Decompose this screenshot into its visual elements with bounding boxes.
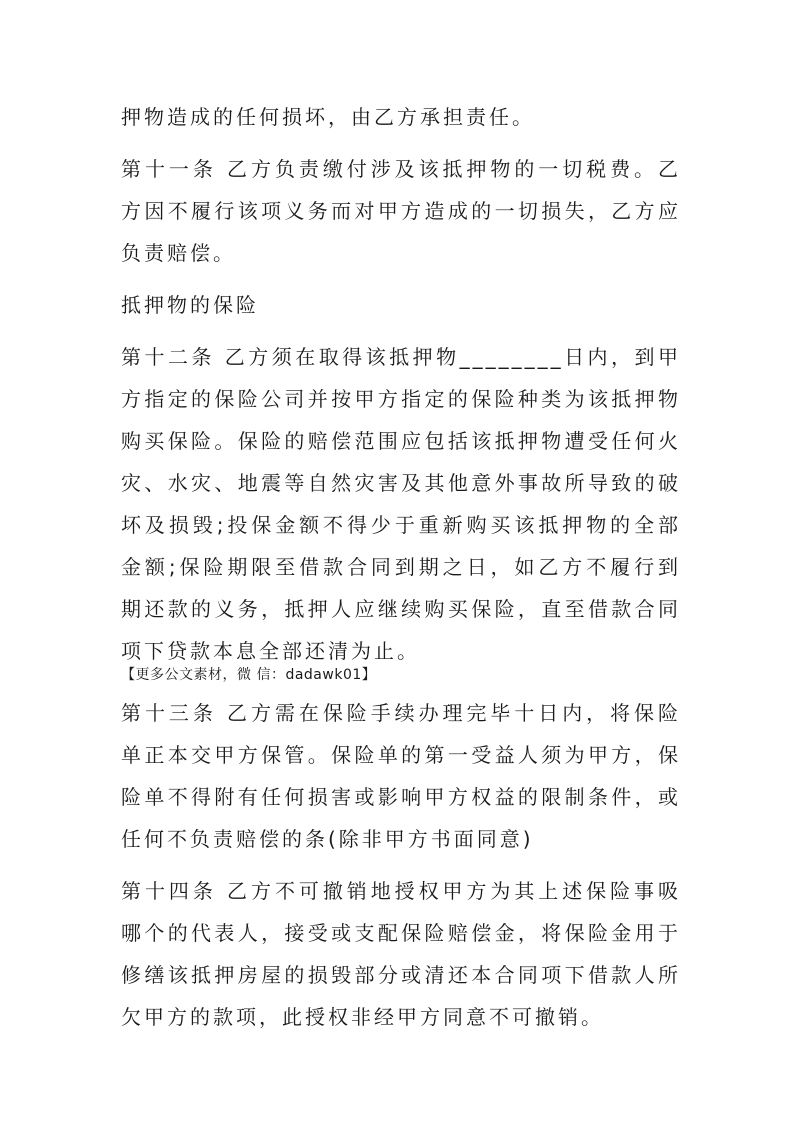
paragraph-article-13: 第十三条 乙方需在保险手续办理完毕十日内，将保险单正本交甲方保管。保险单的第一受益人须为甲方，保险单不得附有任何损害或影响甲方权益的限制条件，或任何不负责赔偿的条(除非甲方书面同意) [121,701,681,851]
document-body [121,96,681,1038]
paragraph-article-14: 第十四条 乙方不可撤销地授权甲方为其上述保险事吸哪个的代表人，接受或支配保险赔偿金，将保险金用于修缮该抵押房屋的损毁部分或清还本合同项下借款人所欠甲方的款项，此授权非经甲方同意不可撤销。 [121,879,681,1029]
paragraph-article-12: 第十二条 乙方须在取得该抵押物________日内，到甲方指定的保险公司并按甲方指定的保险种类为该抵押物购买保险。保险的赔偿范围应包括该抵押物遭受任何火灾、水灾、地震等自然灾害及其他意外事故所导致的破坏及损毁;投保金额不得少于重新购买该抵押物的全部金额;保险期限至借款合同到期之日，如乙方不履行到期还款的义务，抵押人应继续购买保险，直至借款合同项下贷款本息全部还清为止。 [121,345,681,663]
paragraph-article-11: 第十一条 乙方负责缴付涉及该抵押物的一切税费。乙方因不履行该项义务而对甲方造成的一切损失，乙方应负责赔偿。 [121,157,681,265]
paragraph-damage-liability: 押物造成的任何损坏，由乙方承担责任。 [121,105,535,129]
promo-note: 【更多公文素材，微 信：dadawk01】 [121,667,377,683]
section-heading-insurance: 抵押物的保险 [121,293,259,317]
